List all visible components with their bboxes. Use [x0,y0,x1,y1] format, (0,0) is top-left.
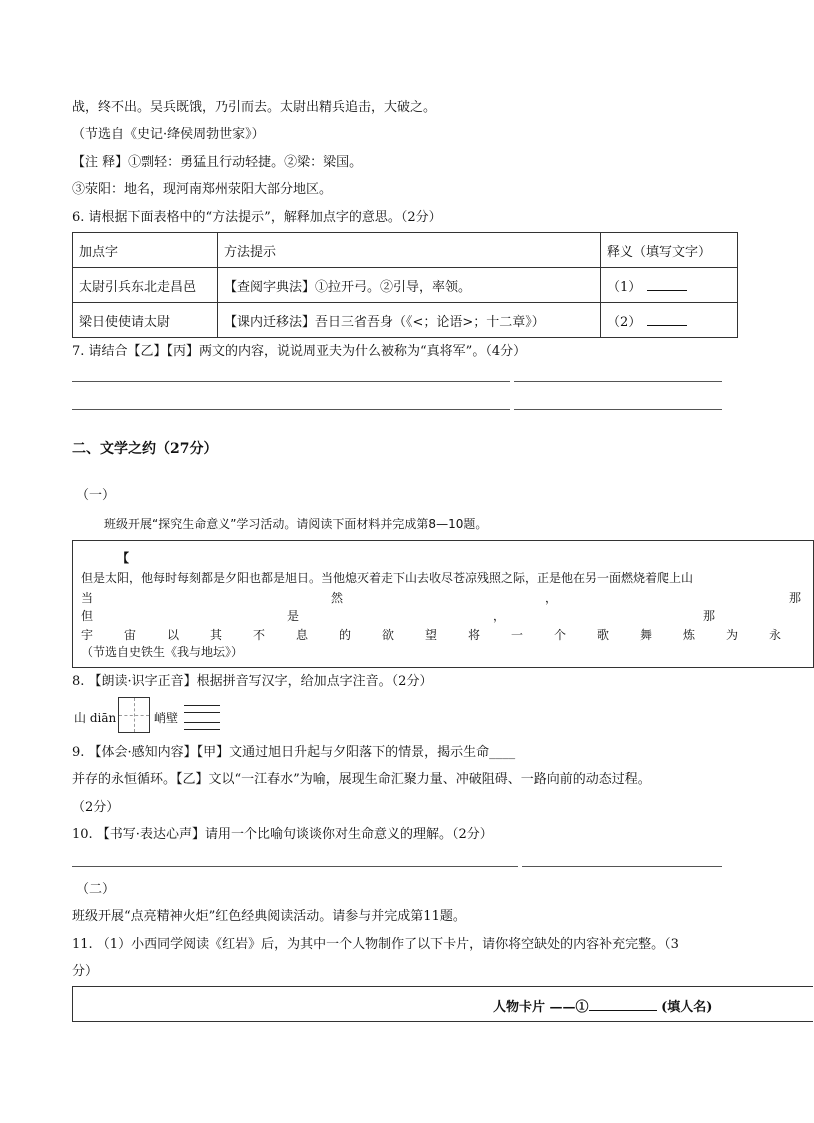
answer-line[interactable] [184,722,220,723]
pinyin-word: 峭壁 [154,711,179,725]
table-header: 释义（填写文字） [601,233,738,268]
answer-cell[interactable] [601,268,738,303]
answer-number: （2） [607,314,642,330]
question-8: 8. 【朗读·识字正音】根据拼音写汉字，给加点字注音。（2分） [72,674,433,689]
answer-line[interactable] [72,381,510,382]
method-table [72,232,738,338]
character-card [72,986,813,1022]
card-suffix: (填人名) [661,1000,713,1015]
excerpt-source: （节选自史铁生《我与地坛》） [81,645,244,659]
question-6: 6. 请根据下面表格中的“方法提示”，解释加点字的意思。（2分） [72,210,442,225]
answer-line[interactable] [184,712,220,713]
name-blank[interactable] [589,998,657,1011]
answer-line[interactable] [522,866,722,867]
table-cell: 【课内迁移法】吾日三省吾身（《<；论语>；十二章》） [218,303,601,338]
annotation-line: 【注 释】①剽轻：勇猛且行动轻捷。②梁：梁国。 [72,155,363,170]
pinyin-label: 山 diān [74,711,117,725]
question-11-cont: 分） [72,964,99,979]
table-cell: 【查阅字典法】①拉开弓。②引导，率领。 [218,268,601,303]
character-grid[interactable] [118,697,150,733]
question-9: 9. 【体会·感知内容】【甲】文通过旭日升起与夕阳落下的情景，揭示生命____ [72,745,516,760]
part-label: （二） [76,882,116,897]
question-10: 10. 【书写·表达心声】请用一个比喻句谈谈你对生命意义的理解。（2分） [72,827,493,842]
card-label: 人物卡片 ——① [493,1000,589,1015]
table-header: 方法提示 [218,233,601,268]
table-cell: 太尉引兵东北走昌邑 [73,268,218,303]
table-header-row [73,233,738,268]
activity-intro: 班级开展“点亮精神火炬”红色经典阅读活动。请参与并完成第11题。 [72,909,466,924]
source-note: （节选自《史记·绛侯周勃世家》） [72,127,265,142]
annotation-line: ③荥阳：地名，现河南郑州荥阳大部分地区。 [72,182,333,197]
passage-line: 战，终不出。吴兵既饿，乃引而去。太尉出精兵追击，大破之。 [72,100,437,115]
table-row [73,268,738,303]
excerpt-bracket: 【 [117,551,130,565]
answer-line[interactable] [72,866,518,867]
answer-line[interactable] [72,409,510,410]
section-heading: 二、文学之约（27分） [72,441,218,457]
table-header: 加点字 [73,233,218,268]
answer-blank[interactable] [647,278,687,291]
table-cell: 梁日使使请太尉 [73,303,218,338]
part-label: （一） [76,488,116,503]
question-11: 11. （1）小西同学阅读《红岩》后，为其中一个人物制作了以下卡片，请你将空缺处的内容补充完整。（3 [72,937,679,952]
question-9-cont: 并存的永恒循环。【乙】文以“一江春水”为喻，展现生命汇聚力量、冲破阻碍、一路向前的动态过程。 [72,772,651,787]
question-7: 7. 请结合【乙】【丙】两文的内容，说说周亚夫为什么被称为“真将军”。（4分） [72,344,527,359]
excerpt-box: 【 但是太阳，他每时每刻都是夕阳也都是旭日。当他熄灭着走下山去收尽苍凉残照之际，正是他在另一面燃烧着爬上山 当 然 ， 那 但 是 ， 那 宇 宙 以 其 不 息 的 欲 望 将 一 个 歌 舞 炼 为 永 （节选自史铁生《我与地坛》） [72,540,814,668]
excerpt-line: 但是太阳，他每时每刻都是夕阳也都是旭日。当他熄灭着走下山去收尽苍凉残照之际，正是他在另一面燃烧着爬上山 [81,571,694,585]
activity-intro: 班级开展“探究生命意义”学习活动。请阅读下面材料并完成第8—10题。 [104,517,488,531]
answer-cell[interactable] [601,303,738,338]
answer-line[interactable] [184,705,220,706]
answer-line[interactable] [514,381,722,382]
answer-number: （1） [607,279,642,295]
answer-line[interactable] [514,409,722,410]
answer-line[interactable] [184,729,220,730]
card-title [493,996,712,1015]
answer-blank[interactable] [647,313,687,326]
question-9-score: （2分） [72,800,120,815]
table-row [73,303,738,338]
